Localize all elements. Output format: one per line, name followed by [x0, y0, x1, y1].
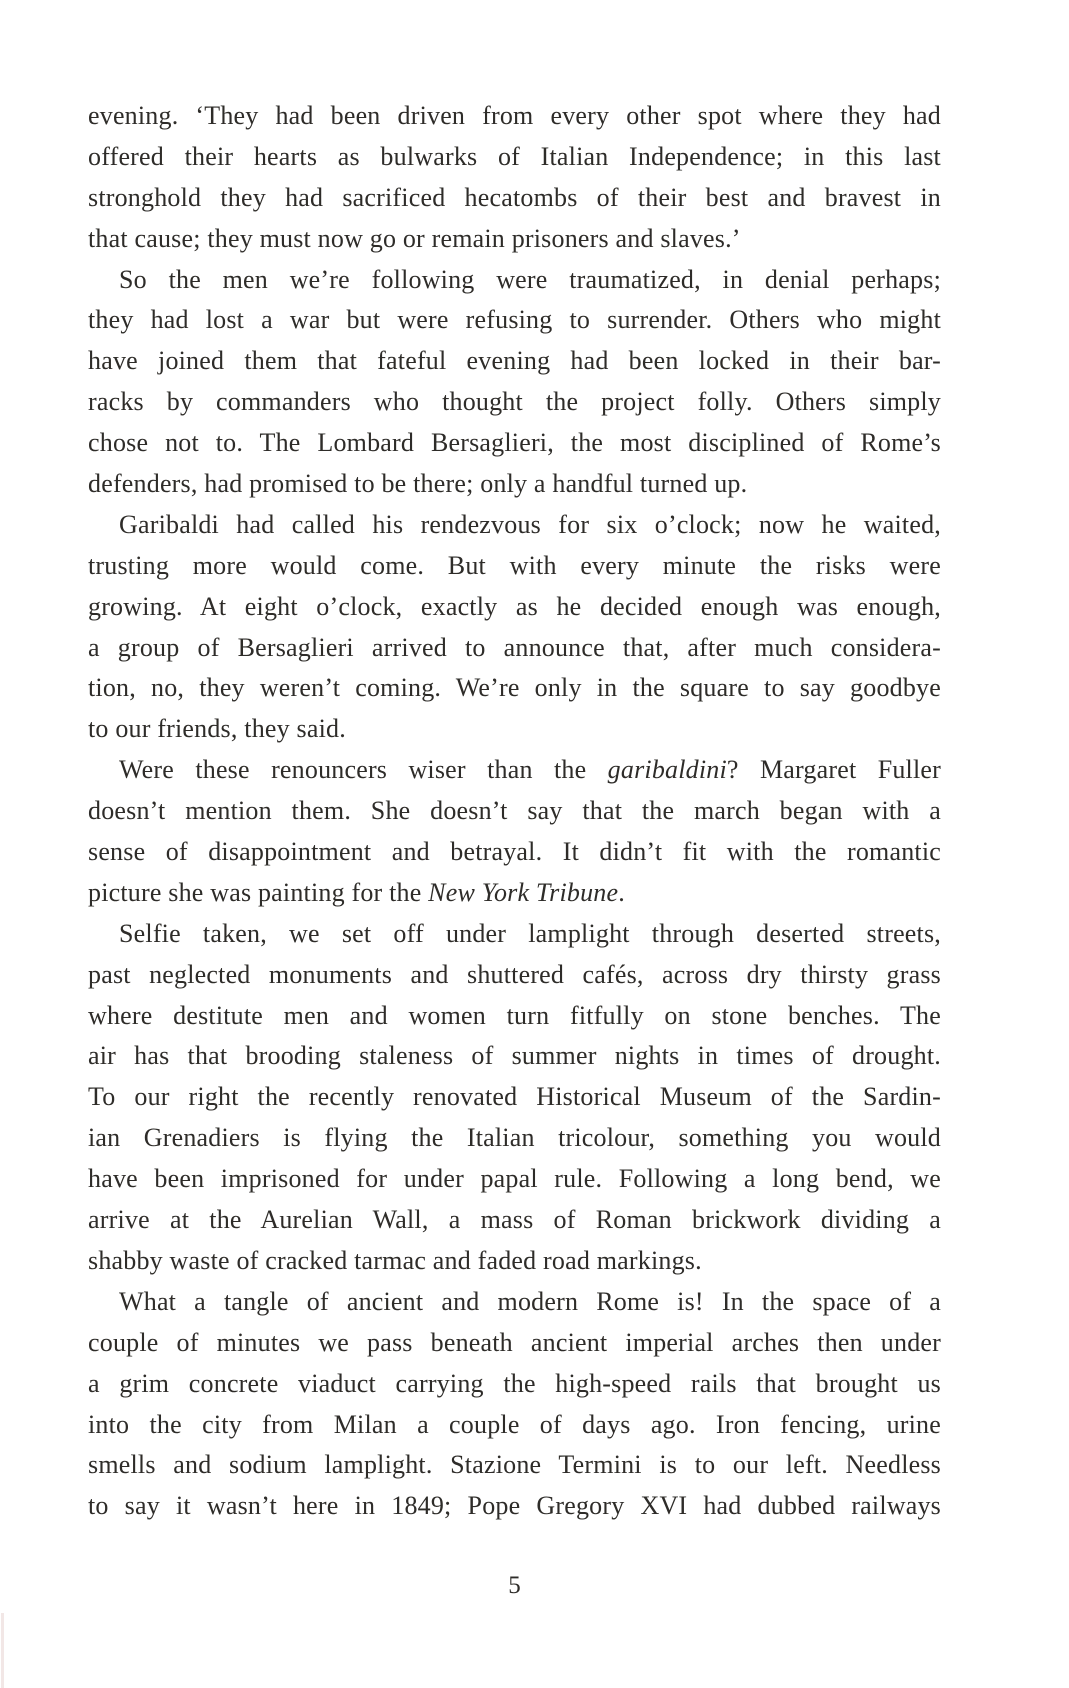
text-line: air has that brooding staleness of summer nights in times of drought.: [88, 1041, 941, 1071]
text-line: past neglected monuments and shuttered cafés, across dry thirsty grass: [88, 959, 941, 989]
text-line: have been imprisoned for under papal rule. Following a long bend, we: [88, 1164, 941, 1194]
text-line: where destitute men and women turn fitfully on stone benches. The: [88, 1000, 941, 1030]
text-line: trusting more would come. But with every minute the risks were: [88, 550, 941, 580]
text-line: defenders, had promised to be there; only a handful turned up.: [88, 469, 748, 499]
text-line: to say it wasn’t here in 1849; Pope Gregory XVI had dubbed railways: [88, 1491, 941, 1521]
text-line: To our right the recently renovated Historical Museum of the Sardin-: [88, 1082, 941, 1112]
text-line: racks by commanders who thought the project folly. Others simply: [88, 387, 941, 417]
text-line: chose not to. The Lombard Bersaglieri, the most disciplined of Rome’s: [88, 428, 941, 458]
text-line: picture she was painting for the New York Tribune.: [88, 877, 625, 907]
text-line: they had lost a war but were refusing to surrender. Others who might: [88, 305, 941, 335]
text-line: sense of disappointment and betrayal. It didn’t fit with the romantic: [88, 837, 941, 867]
text-line: to our friends, they said.: [88, 714, 346, 744]
text-line: arrive at the Aurelian Wall, a mass of Roman brickwork dividing a: [88, 1205, 941, 1235]
text-line: doesn’t mention them. She doesn’t say that the march began with a: [88, 796, 941, 826]
text-line: into the city from Milan a couple of days ago. Iron fencing, urine: [88, 1409, 941, 1439]
text-line: have joined them that fateful evening had been locked in their bar-: [88, 346, 941, 376]
text-line: that cause; they must now go or remain prisoners and slaves.’: [88, 223, 741, 253]
text-line: Selfie taken, we set off under lamplight through deserted streets,: [119, 918, 941, 948]
text-line: shabby waste of cracked tarmac and faded road markings.: [88, 1245, 702, 1275]
text-line: a grim concrete viaduct carrying the high-speed rails that brought us: [88, 1368, 941, 1398]
scan-edge-artifact: [1, 1613, 4, 1688]
text-line: tion, no, they weren’t coming. We’re only in the square to say goodbye: [88, 673, 941, 703]
text-line: So the men we’re following were traumatized, in denial perhaps;: [119, 264, 941, 294]
text-line: stronghold they had sacrificed hecatombs of their best and bravest in: [88, 182, 941, 212]
text-line: smells and sodium lamplight. Stazione Termini is to our left. Needless: [88, 1450, 941, 1480]
page-number: 5: [508, 1572, 521, 1599]
text-line: ian Grenadiers is flying the Italian tricolour, something you would: [88, 1123, 941, 1153]
text-line: evening. ‘They had been driven from every other spot where they had: [88, 101, 941, 130]
text-line: Garibaldi had called his rendezvous for six o’clock; now he waited,: [119, 509, 941, 539]
text-line: What a tangle of ancient and modern Rome is! In the space of a: [119, 1286, 941, 1316]
text-line: couple of minutes we pass beneath ancient imperial arches then under: [88, 1327, 941, 1357]
text-line: growing. At eight o’clock, exactly as he decided enough was enough,: [88, 591, 941, 621]
text-line: offered their hearts as bulwarks of Italian Independence; in this last: [88, 141, 941, 171]
text-line: Were these renouncers wiser than the garibaldini? Margaret Fuller: [119, 755, 941, 785]
text-line: a group of Bersaglieri arrived to announce that, after much considera-: [88, 632, 941, 662]
page-text: [88, 96, 941, 1527]
